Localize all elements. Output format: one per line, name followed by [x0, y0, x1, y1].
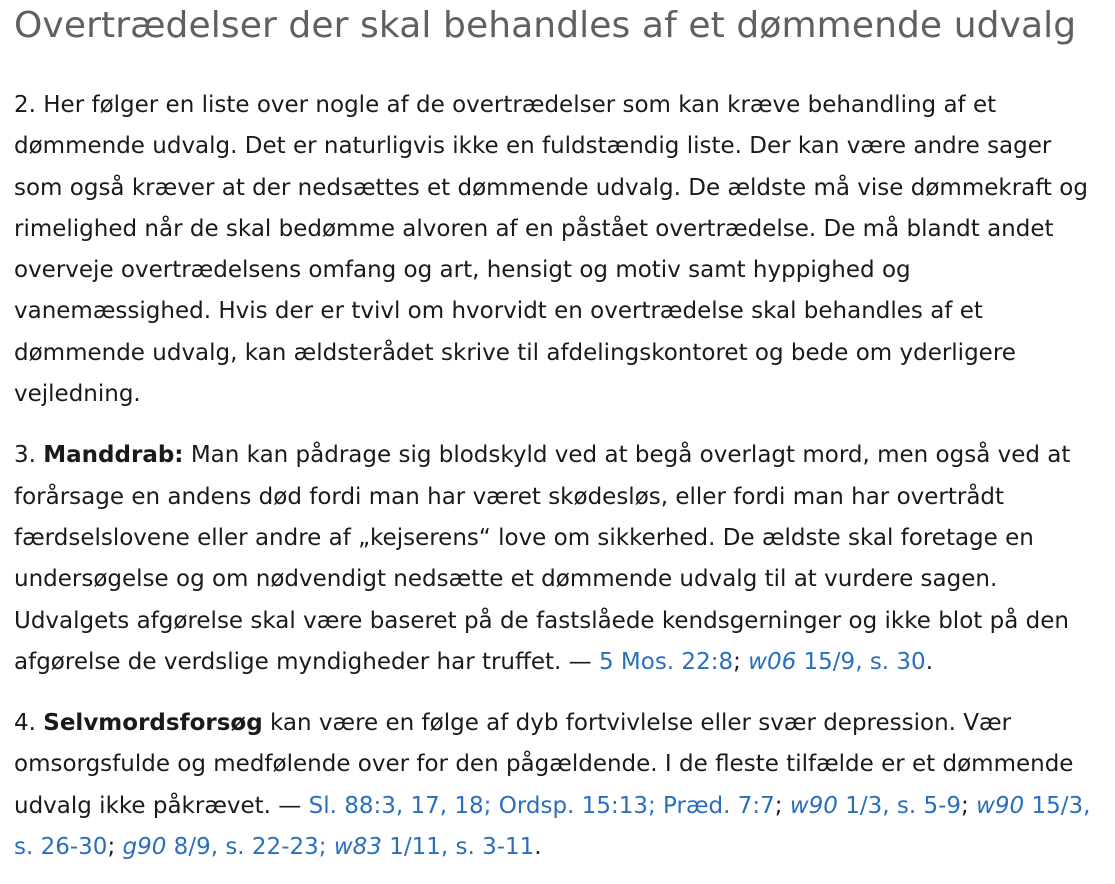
paragraph-end: . — [925, 648, 934, 675]
paragraph-number: 3. — [14, 442, 36, 469]
reference-separator: ; — [961, 792, 977, 819]
reference-separator: ; — [733, 648, 749, 675]
publication-link[interactable] — [334, 834, 534, 860]
paragraph-4 — [14, 703, 1104, 868]
publication-link[interactable] — [123, 834, 334, 860]
publication-symbol: w06 — [748, 648, 797, 675]
scripture-link[interactable]: 5 Mos. 22:8 — [598, 648, 734, 675]
publication-location: 15/3, s. 26-30 — [14, 792, 1091, 861]
publication-link[interactable] — [790, 793, 961, 819]
paragraph-end: . — [534, 834, 542, 861]
publication-symbol: g90 — [122, 834, 167, 861]
reference-separator: ; — [774, 792, 790, 819]
publication-link[interactable] — [748, 649, 926, 675]
publication-location: 1/3, s. 5-9 — [837, 792, 962, 819]
publication-symbol: w90 — [789, 792, 838, 819]
paragraph-number: 4. — [14, 710, 36, 737]
paragraph-number: 2. — [14, 92, 36, 118]
publication-symbol: w90 — [976, 792, 1025, 819]
article — [14, 0, 1104, 868]
reference-separator: ; — [107, 834, 123, 861]
paragraph-text: kan være en følge af dyb fortvivlelse eller svær depression. Vær omsorgsfulde og medfølende over for den pågældende. I de fleste tilfælde er et dømmende udvalg ikke påkrævet. — [14, 710, 1074, 819]
publication-location: 15/9, s. 30 — [796, 648, 926, 675]
paragraph-term: Manddrab: — [43, 442, 184, 469]
paragraph-2 — [14, 85, 1104, 415]
scripture-link[interactable]: Sl. 88:3, 17, 18; Ordsp. 15:13; Præd. 7:7 — [308, 792, 775, 819]
paragraph-text: Man kan pådrage sig blodskyld ved at begå overlagt mord, men også ved at forårsage en andens død fordi man har været skødesløs, eller fordi man har overtrådt færdselslovene eller andre af „kejserens“ love om sikkerhed. De ældste skal foretage en undersøgelse og om nødvendigt nedsætte et dømmende udvalg til at vurdere sagen. Udvalgets afgørelse skal være baseret på de fastslåede kendsgerninger og ikke blot på den afgørelse de verdslige myndigheder har truffet. — [14, 442, 1071, 675]
paragraph-3 — [14, 435, 1104, 683]
reference-dash: — — [271, 792, 309, 819]
publication-location: 1/11, s. 3-11 — [381, 834, 535, 861]
reference-dash: — — [561, 648, 599, 675]
paragraph-text: Her følger en liste over nogle af de overtrædelser som kan kræve behandling af et dømmende udvalg. Det er naturligvis ikke en fuldstændig liste. Der kan være andre sager som også kræver at der nedsættes et dømmende udvalg. De ældste må vise dømmekraft og rimelighed når de skal bedømme alvoren af en påstået overtrædelse. De må blandt andet overveje overtrædelsens omfang og art, hensigt og motiv samt hyppighed og vanemæssighed. Hvis der er tvivl om hvorvidt en overtrædelse skal behandles af et dømmende udvalg, kan ældsterådet skrive til afdelingskontoret og bede om yderligere vejledning. — [14, 92, 1088, 408]
page-title: Overtrædelser der skal behandles af et dømmende udvalg — [14, 5, 1077, 46]
publication-location: 8/9, s. 22-23; — [166, 834, 334, 861]
publication-symbol: w83 — [333, 834, 382, 861]
paragraph-term: Selvmordsforsøg — [43, 710, 263, 737]
